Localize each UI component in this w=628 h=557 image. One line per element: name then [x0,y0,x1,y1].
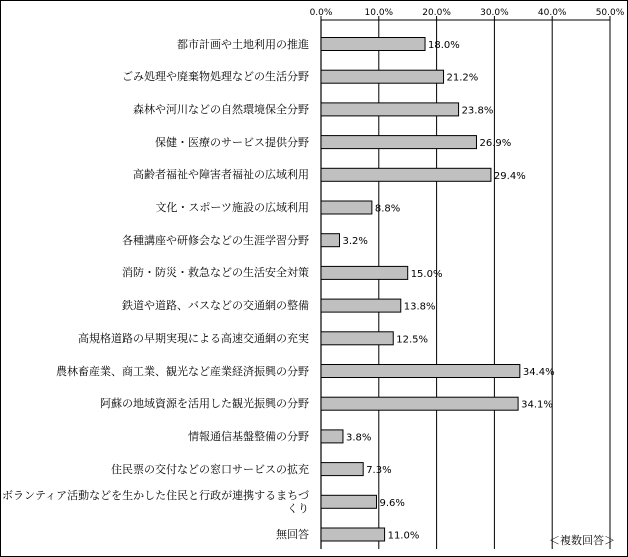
bar [321,495,376,508]
category-label: 都市計画や土地利用の推進 [177,37,309,51]
category-label: 森林や河川などの自然環境保全分野 [133,102,309,116]
category-label: 無回答 [276,528,309,541]
value-label: 34.4% [522,367,555,378]
value-label: 8.8% [374,203,401,215]
bar [321,38,425,51]
x-tick-label: 10.0% [364,8,394,18]
category-label: 高規格道路の早期実現による高速交通網の充実 [78,331,309,345]
bar [321,299,401,312]
bar [321,266,408,279]
bar [321,528,385,541]
value-label: 21.2% [446,72,479,84]
value-label: 26.9% [479,138,512,150]
bar [321,234,339,247]
category-label: 鉄道や道路、バスなどの交通網の整備 [122,299,309,313]
value-label: 18.0% [428,40,460,51]
bar [321,201,372,214]
x-tick-label: 50.0% [595,8,625,18]
category-label: 文化・スポーツ施設の広域利用 [155,201,309,214]
value-label: 29.4% [493,170,526,182]
bar [321,365,520,378]
bar [321,397,518,410]
category-label: 消防・防災・救急などの生活安全対策 [122,266,309,280]
value-label: 7.3% [366,465,392,477]
value-label: 13.8% [403,301,436,313]
category-label: 高齢者福祉や障害者福祉の広域利用 [133,168,309,182]
bar [321,332,393,345]
x-tick-label: 0.0% [309,8,333,18]
bar [321,70,444,83]
bar [321,168,491,181]
value-label: 15.0% [410,268,443,280]
x-tick-label: 20.0% [422,8,451,18]
value-label: 3.8% [345,432,372,444]
bar [321,430,343,443]
x-tick-label: 30.0% [480,8,509,18]
value-label: 3.2% [342,236,368,248]
category-label: ボランティア活動などを生かした住民と行政が連携するまちづくり [1,488,309,515]
value-label: 9.6% [379,497,405,509]
value-label: 34.1% [521,399,553,411]
category-label: 各種講座や研修会などの生涯学習分野 [122,233,309,247]
bar [321,136,476,149]
bar [321,103,459,116]
value-label: 11.0% [387,530,420,542]
category-label: 阿蘇の地域資源を活用した観光振興の分野 [100,397,309,411]
multiple-answer-note: ＜複数回答＞ [549,534,615,547]
value-label: 12.5% [396,334,429,346]
bar [321,463,363,476]
x-tick-label: 40.0% [537,8,567,18]
category-label: 情報通信基盤整備の分野 [188,429,309,443]
value-label: 23.8% [461,105,494,117]
category-label: 住民票の交付などの窓口サービスの拡充 [111,462,309,476]
category-label: 農林畜産業、商工業、観光など産業経済振興の分野 [56,364,309,378]
category-label: 保健・医療のサービス提供分野 [155,135,309,149]
category-label: ごみ処理や廃棄物処理などの生活分野 [122,70,309,84]
